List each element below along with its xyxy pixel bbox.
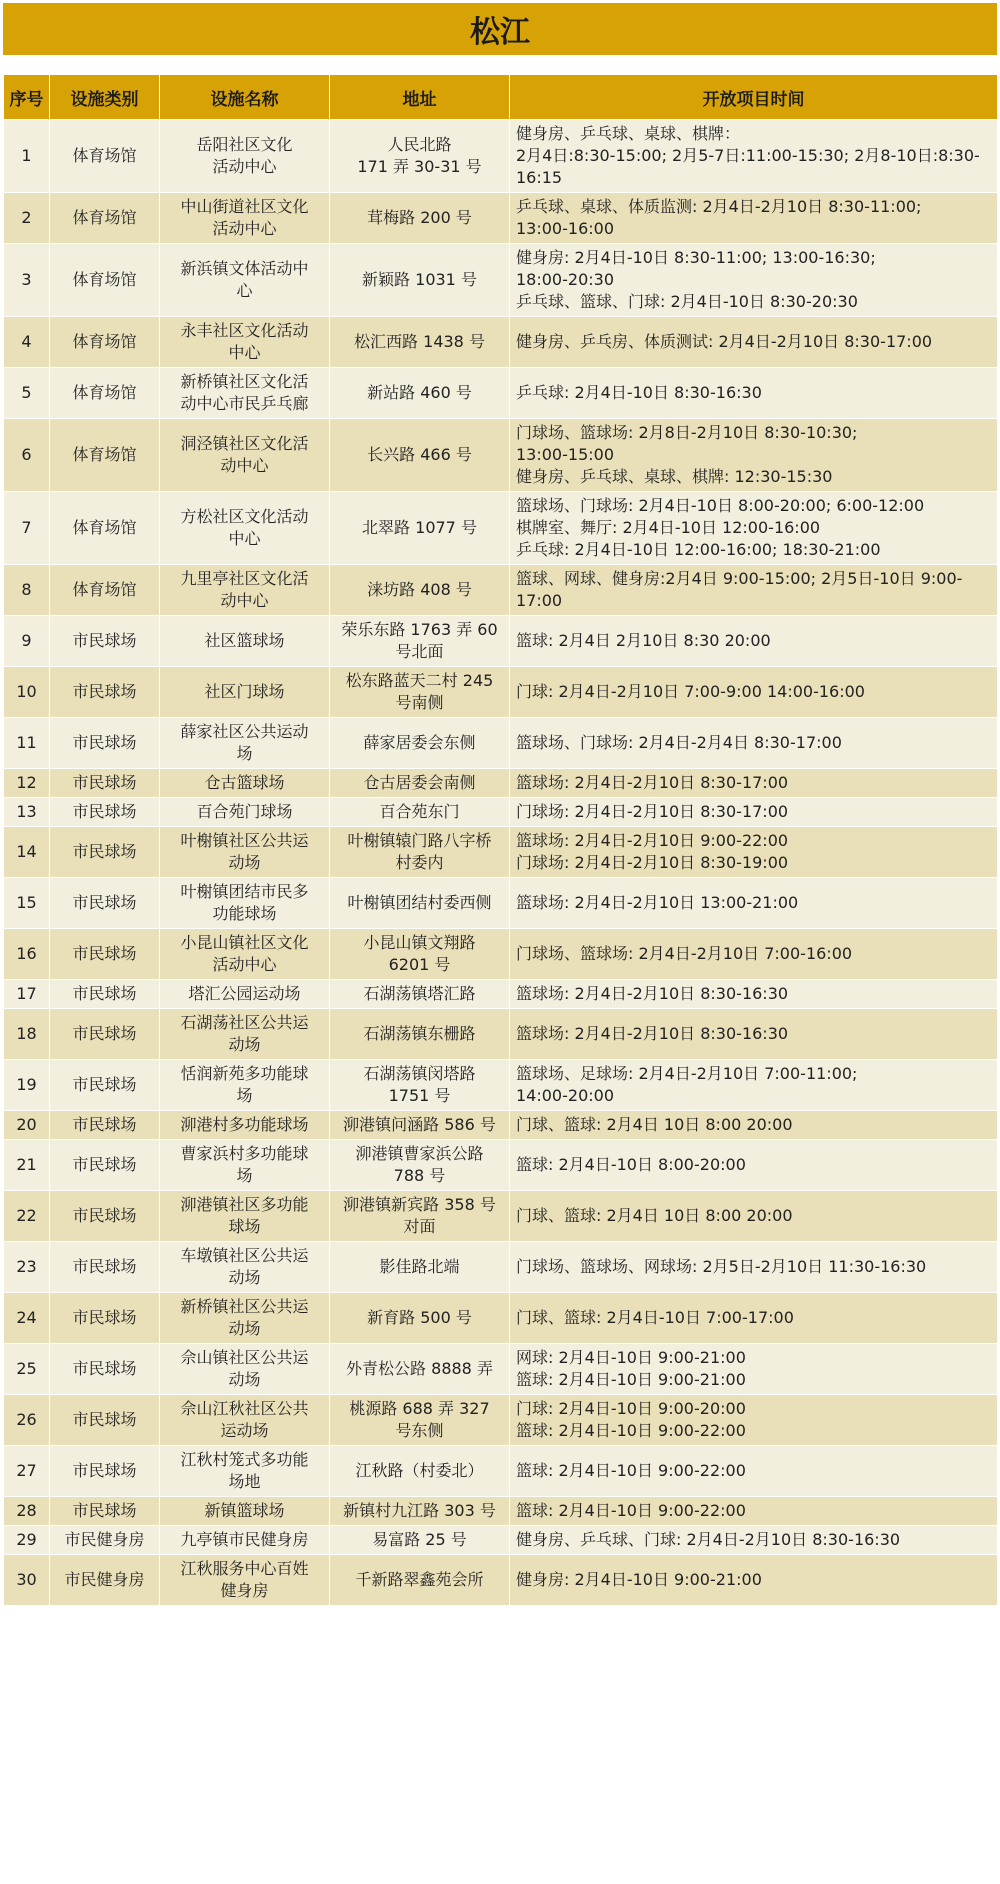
facility-address: 叶榭镇团结村委西侧 [330,878,510,929]
row-number: 7 [4,492,50,565]
facility-address: 桃源路 688 弄 327 号东侧 [330,1395,510,1446]
row-number: 3 [4,244,50,317]
facility-category: 市民球场 [50,1111,160,1140]
facility-name: 新桥镇社区文化活 动中心市民乒乓廊 [160,368,330,419]
facility-name: 塔汇公园运动场 [160,980,330,1009]
row-number: 21 [4,1140,50,1191]
header-category: 设施类别 [50,75,160,120]
facility-category: 市民球场 [50,1060,160,1111]
opening-schedule: 健身房: 2月4日-10日 9:00-21:00 [510,1555,998,1606]
facility-address: 百合苑东门 [330,798,510,827]
facility-address: 小昆山镇文翔路 6201 号 [330,929,510,980]
row-number: 14 [4,827,50,878]
row-number: 12 [4,769,50,798]
facility-address: 易富路 25 号 [330,1526,510,1555]
row-number: 4 [4,317,50,368]
facility-name: 洞泾镇社区文化活 动中心 [160,419,330,492]
header-name: 设施名称 [160,75,330,120]
opening-schedule: 乒乓球、桌球、体质监测: 2月4日-2月10日 8:30-11:00; 13:00-16:00 [510,193,998,244]
facility-name: 仓古篮球场 [160,769,330,798]
facility-name: 九亭镇市民健身房 [160,1526,330,1555]
facility-category: 体育场馆 [50,368,160,419]
table-row [4,1140,998,1191]
table-row [4,667,998,718]
facility-category: 市民球场 [50,827,160,878]
opening-schedule: 网球: 2月4日-10日 9:00-21:00 篮球: 2月4日-10日 9:00-21:00 [510,1344,998,1395]
table-row [4,827,998,878]
facility-name: 小昆山镇社区文化 活动中心 [160,929,330,980]
facility-address: 外青松公路 8888 弄 [330,1344,510,1395]
facility-name: 永丰社区文化活动 中心 [160,317,330,368]
opening-schedule: 篮球场: 2月4日-2月10日 8:30-17:00 [510,769,998,798]
facility-name: 社区篮球场 [160,616,330,667]
facility-name: 叶榭镇社区公共运 动场 [160,827,330,878]
header-no: 序号 [4,75,50,120]
table-row [4,718,998,769]
facility-category: 市民球场 [50,1344,160,1395]
opening-schedule: 门球场、篮球场: 2月4日-2月10日 7:00-16:00 [510,929,998,980]
facility-category: 体育场馆 [50,565,160,616]
row-number: 22 [4,1191,50,1242]
facility-address: 长兴路 466 号 [330,419,510,492]
facility-name: 石湖荡社区公共运 动场 [160,1009,330,1060]
opening-schedule: 篮球场、门球场: 2月4日-10日 8:00-20:00; 6:00-12:00 棋牌室、舞厅: 2月4日-10日 12:00-16:00 乒乓球: 2月4日-10日 12:00-16:00; 18:30-21:00 [510,492,998,565]
facility-name: 新浜镇文体活动中 心 [160,244,330,317]
table-header-row [4,75,998,120]
facility-address: 石湖荡镇塔汇路 [330,980,510,1009]
facility-category: 市民球场 [50,1497,160,1526]
facility-category: 体育场馆 [50,492,160,565]
opening-schedule: 门球场: 2月4日-2月10日 8:30-17:00 [510,798,998,827]
facility-name: 社区门球场 [160,667,330,718]
table-row [4,1555,998,1606]
table-row [4,244,998,317]
opening-schedule: 篮球: 2月4日-10日 8:00-20:00 [510,1140,998,1191]
table-row [4,878,998,929]
facility-name: 新桥镇社区公共运 动场 [160,1293,330,1344]
opening-schedule: 篮球: 2月4日-10日 9:00-22:00 [510,1497,998,1526]
facility-name: 江秋村笼式多功能 场地 [160,1446,330,1497]
facility-address: 新镇村九江路 303 号 [330,1497,510,1526]
facility-category: 体育场馆 [50,419,160,492]
facility-category: 体育场馆 [50,193,160,244]
row-number: 13 [4,798,50,827]
facility-category: 市民球场 [50,980,160,1009]
table-row [4,798,998,827]
facility-category: 市民球场 [50,667,160,718]
facility-name: 百合苑门球场 [160,798,330,827]
facility-name: 九里亭社区文化活 动中心 [160,565,330,616]
table-row [4,419,998,492]
opening-schedule: 篮球场、门球场: 2月4日-2月4日 8:30-17:00 [510,718,998,769]
row-number: 6 [4,419,50,492]
table-row [4,929,998,980]
opening-schedule: 健身房、乒乓球、桌球、棋牌： 2月4日:8:30-15:00; 2月5-7日:11:00-15:30; 2月8-10日:8:30-16:15 [510,120,998,193]
opening-schedule: 篮球: 2月4日 2月10日 8:30 20:00 [510,616,998,667]
opening-schedule: 门球场、篮球场: 2月8日-2月10日 8:30-10:30; 13:00-15:00 健身房、乒乓球、桌球、棋牌: 12:30-15:30 [510,419,998,492]
opening-schedule: 门球: 2月4日-2月10日 7:00-9:00 14:00-16:00 [510,667,998,718]
facility-category: 市民球场 [50,1293,160,1344]
opening-schedule: 篮球场、足球场: 2月4日-2月10日 7:00-11:00; 14:00-20:00 [510,1060,998,1111]
opening-schedule: 篮球场: 2月4日-2月10日 8:30-16:30 [510,980,998,1009]
table-row [4,492,998,565]
opening-schedule: 篮球场: 2月4日-2月10日 9:00-22:00 门球场: 2月4日-2月10日 8:30-19:00 [510,827,998,878]
facility-name: 岳阳社区文化 活动中心 [160,120,330,193]
row-number: 28 [4,1497,50,1526]
row-number: 19 [4,1060,50,1111]
facility-address: 叶榭镇辕门路八字桥 村委内 [330,827,510,878]
facility-category: 市民健身房 [50,1555,160,1606]
facility-category: 市民球场 [50,769,160,798]
facility-name: 叶榭镇团结市民多 功能球场 [160,878,330,929]
row-number: 29 [4,1526,50,1555]
opening-schedule: 门球、篮球: 2月4日 10日 8:00 20:00 [510,1111,998,1140]
facility-address: 石湖荡镇东栅路 [330,1009,510,1060]
row-number: 24 [4,1293,50,1344]
row-number: 17 [4,980,50,1009]
facility-address: 江秋路（村委北） [330,1446,510,1497]
table-row [4,193,998,244]
row-number: 2 [4,193,50,244]
header-address: 地址 [330,75,510,120]
facility-category: 市民球场 [50,878,160,929]
table-row [4,1060,998,1111]
table-row [4,1009,998,1060]
facility-category: 市民球场 [50,718,160,769]
opening-schedule: 乒乓球: 2月4日-10日 8:30-16:30 [510,368,998,419]
facility-address: 仓古居委会南侧 [330,769,510,798]
opening-schedule: 门球场、篮球场、网球场: 2月5日-2月10日 11:30-16:30 [510,1242,998,1293]
facility-address: 新颖路 1031 号 [330,244,510,317]
row-number: 5 [4,368,50,419]
table-row [4,1395,998,1446]
table-row [4,1526,998,1555]
table-row [4,980,998,1009]
row-number: 16 [4,929,50,980]
facility-name: 佘山镇社区公共运 动场 [160,1344,330,1395]
facility-category: 市民健身房 [50,1526,160,1555]
row-number: 20 [4,1111,50,1140]
facility-category: 体育场馆 [50,317,160,368]
opening-schedule: 篮球场: 2月4日-2月10日 13:00-21:00 [510,878,998,929]
facility-name: 恬润新苑多功能球 场 [160,1060,330,1111]
facility-address: 新站路 460 号 [330,368,510,419]
facility-address: 人民北路 171 弄 30-31 号 [330,120,510,193]
row-number: 9 [4,616,50,667]
facility-category: 市民球场 [50,1242,160,1293]
row-number: 30 [4,1555,50,1606]
opening-schedule: 篮球场: 2月4日-2月10日 8:30-16:30 [510,1009,998,1060]
page-title: 松江 [3,3,997,55]
facility-address: 泖港镇新宾路 358 号 对面 [330,1191,510,1242]
facility-name: 中山街道社区文化 活动中心 [160,193,330,244]
row-number: 8 [4,565,50,616]
table-row [4,616,998,667]
row-number: 23 [4,1242,50,1293]
facility-name: 车墩镇社区公共运 动场 [160,1242,330,1293]
facility-category: 市民球场 [50,1009,160,1060]
facility-address: 松汇西路 1438 号 [330,317,510,368]
table-row [4,1344,998,1395]
header-schedule: 开放项目时间 [510,75,998,120]
opening-schedule: 篮球、网球、健身房:2月4日 9:00-15:00; 2月5日-10日 9:00-17:00 [510,565,998,616]
opening-schedule: 门球、篮球: 2月4日-10日 7:00-17:00 [510,1293,998,1344]
table-row [4,1446,998,1497]
row-number: 25 [4,1344,50,1395]
row-number: 18 [4,1009,50,1060]
facility-address: 北翠路 1077 号 [330,492,510,565]
table-row [4,317,998,368]
row-number: 10 [4,667,50,718]
table-row [4,769,998,798]
facility-category: 市民球场 [50,929,160,980]
table-row [4,1242,998,1293]
facility-category: 市民球场 [50,1395,160,1446]
facility-name: 佘山江秋社区公共 运动场 [160,1395,330,1446]
table-row [4,565,998,616]
row-number: 15 [4,878,50,929]
opening-schedule: 健身房、乒乓球、门球: 2月4日-2月10日 8:30-16:30 [510,1526,998,1555]
table-row [4,120,998,193]
facility-address: 影佳路北端 [330,1242,510,1293]
table-row [4,1497,998,1526]
opening-schedule: 篮球: 2月4日-10日 9:00-22:00 [510,1446,998,1497]
facility-category: 体育场馆 [50,244,160,317]
facilities-table [3,74,998,1606]
facility-category: 市民球场 [50,616,160,667]
opening-schedule: 健身房: 2月4日-10日 8:30-11:00; 13:00-16:30; 18:00-20:30 乒乓球、篮球、门球: 2月4日-10日 8:30-20:30 [510,244,998,317]
row-number: 27 [4,1446,50,1497]
facility-name: 新镇篮球场 [160,1497,330,1526]
facility-category: 市民球场 [50,798,160,827]
facility-address: 薛家居委会东侧 [330,718,510,769]
facility-name: 薛家社区公共运动 场 [160,718,330,769]
facility-category: 市民球场 [50,1191,160,1242]
facility-address: 荣乐东路 1763 弄 60 号北面 [330,616,510,667]
row-number: 11 [4,718,50,769]
facility-address: 松东路蓝天二村 245 号南侧 [330,667,510,718]
table-row [4,1111,998,1140]
facility-address: 涞坊路 408 号 [330,565,510,616]
facility-name: 曹家浜村多功能球 场 [160,1140,330,1191]
table-row [4,368,998,419]
opening-schedule: 健身房、乒乓房、体质测试: 2月4日-2月10日 8:30-17:00 [510,317,998,368]
facility-category: 体育场馆 [50,120,160,193]
facility-address: 新育路 500 号 [330,1293,510,1344]
facility-name: 方松社区文化活动 中心 [160,492,330,565]
row-number: 26 [4,1395,50,1446]
table-row [4,1191,998,1242]
facility-name: 泖港镇社区多功能 球场 [160,1191,330,1242]
facility-address: 千新路翠鑫苑会所 [330,1555,510,1606]
opening-schedule: 门球、篮球: 2月4日 10日 8:00 20:00 [510,1191,998,1242]
facility-name: 江秋服务中心百姓 健身房 [160,1555,330,1606]
facility-address: 泖港镇曹家浜公路 788 号 [330,1140,510,1191]
table-row [4,1293,998,1344]
facility-category: 市民球场 [50,1446,160,1497]
facility-name: 泖港村多功能球场 [160,1111,330,1140]
facility-address: 茸梅路 200 号 [330,193,510,244]
facility-category: 市民球场 [50,1140,160,1191]
opening-schedule: 门球: 2月4日-10日 9:00-20:00 篮球: 2月4日-10日 9:00-22:00 [510,1395,998,1446]
facility-address: 石湖荡镇闵塔路 1751 号 [330,1060,510,1111]
facility-address: 泖港镇问涵路 586 号 [330,1111,510,1140]
row-number: 1 [4,120,50,193]
